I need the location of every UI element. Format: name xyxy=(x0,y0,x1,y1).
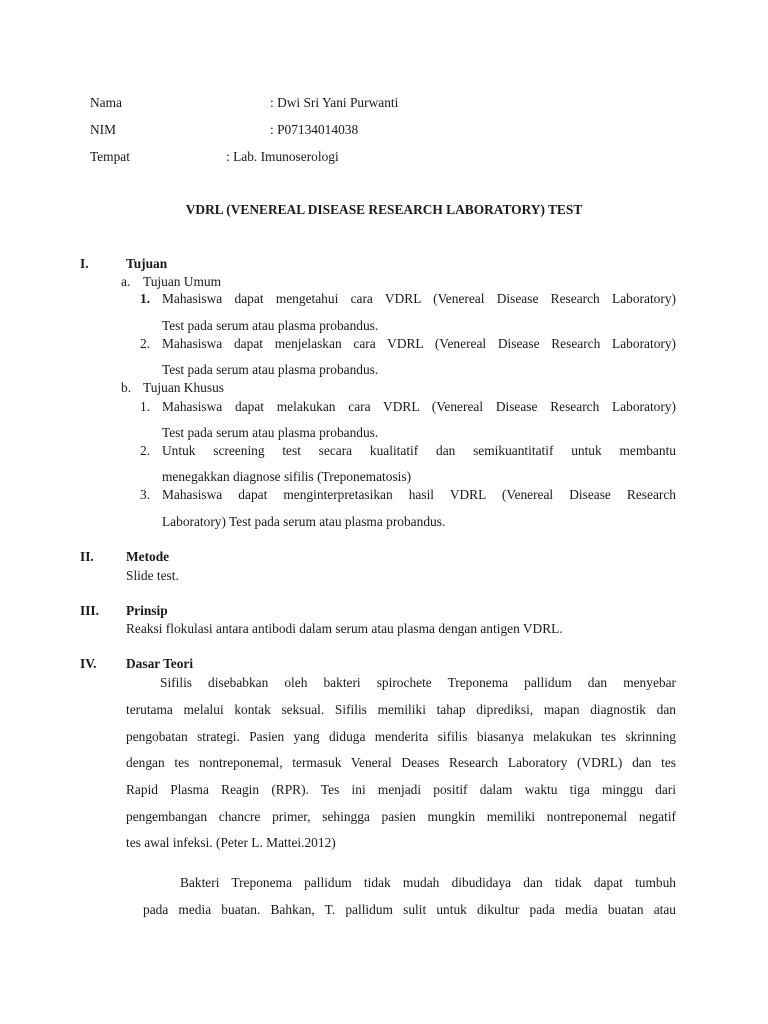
khusus-item-2-number: 2. xyxy=(140,443,151,458)
khusus-item-1-line2: Test pada serum atau plasma probandus. xyxy=(162,425,379,440)
theory-p1-line-5: Rapid Plasma Reagin (RPR). Tes ini menjadi positif dalam waktu tiga minggu dari xyxy=(126,782,676,797)
khusus-item-1-number: 1. xyxy=(140,399,151,414)
umum-item-2-number: 2. xyxy=(140,336,151,351)
theory-p1-line-3: pengobatan strategi. Pasien yang diduga menderita sifilis biasanya melakukan tes skrinning xyxy=(126,729,676,744)
section-heading-dasar-teori: Dasar Teori xyxy=(126,656,194,671)
khusus-item-3-line2: Laboratory) Test pada serum atau plasma probandus. xyxy=(162,514,446,529)
section-heading-metode: Metode xyxy=(126,549,170,564)
section-numeral-dasar-teori: IV. xyxy=(80,656,97,671)
umum-item-2-line2: Test pada serum atau plasma probandus. xyxy=(162,362,379,377)
umum-item-2-line1: Mahasiswa dapat menjelaskan cara VDRL (Venereal Disease Research Laboratory) xyxy=(162,336,676,351)
umum-item-1-line1: Mahasiswa dapat mengetahui cara VDRL (Venereal Disease Research Laboratory) xyxy=(162,291,676,306)
theory-p1-line-7: tes awal infeksi. (Peter L. Mattei.2012) xyxy=(126,835,336,850)
section-numeral-prinsip: III. xyxy=(80,603,99,618)
theory-p1-line-4: dengan tes nontreponemal, termasuk Veneral Deases Research Laboratory (VDRL) dan tes xyxy=(126,755,676,770)
umum-item-1-number: 1. xyxy=(140,291,151,306)
section-numeral-tujuan: I. xyxy=(80,256,89,271)
prinsip-text: Reaksi flokulasi antara antibodi dalam serum atau plasma dengan antigen VDRL. xyxy=(126,621,563,636)
theory-p2-line-2: pada media buatan. Bahkan, T. pallidum sulit untuk dikultur pada media buatan atau xyxy=(143,902,676,917)
umum-item-1-line2: Test pada serum atau plasma probandus. xyxy=(162,318,379,333)
tujuan-khusus-label: Tujuan Khusus xyxy=(143,380,224,395)
theory-p2-line-1: Bakteri Treponema pallidum tidak mudah dibudidaya dan tidak dapat tumbuh xyxy=(180,875,676,890)
place-value: : Lab. Imunoserologi xyxy=(226,149,339,164)
section-numeral-metode: II. xyxy=(80,549,94,564)
khusus-item-1-line1: Mahasiswa dapat melakukan cara VDRL (Venereal Disease Research Laboratory) xyxy=(162,399,676,414)
khusus-item-3-line1: Mahasiswa dapat menginterpretasikan hasil VDRL (Venereal Disease Research xyxy=(162,487,676,502)
place-label: Tempat xyxy=(90,149,130,164)
metode-text: Slide test. xyxy=(126,568,179,583)
tujuan-umum-marker: a. xyxy=(121,274,131,289)
tujuan-khusus-marker: b. xyxy=(121,380,132,395)
name-label: Nama xyxy=(90,95,122,110)
nim-value: : P07134014038 xyxy=(270,122,359,137)
name-value: : Dwi Sri Yani Purwanti xyxy=(270,95,399,110)
khusus-item-2-line2: menegakkan diagnose sifilis (Treponematosis) xyxy=(162,469,412,484)
section-heading-prinsip: Prinsip xyxy=(126,603,168,618)
nim-label: NIM xyxy=(90,122,117,137)
document-title: VDRL (VENEREAL DISEASE RESEARCH LABORATORY) TEST xyxy=(185,202,583,217)
tujuan-umum-label: Tujuan Umum xyxy=(143,274,222,289)
theory-p1-line-1: Sifilis disebabkan oleh bakteri spirochete Treponema pallidum dan menyebar xyxy=(160,675,676,690)
theory-p1-line-2: terutama melalui kontak seksual. Sifilis memiliki tahap diprediksi, mapan diagnostik dan xyxy=(126,702,676,717)
theory-p1-line-6: pengembangan chancre primer, sehingga pasien mungkin memiliki nontreponemal negatif xyxy=(126,809,676,824)
khusus-item-3-number: 3. xyxy=(140,487,151,502)
section-heading-tujuan: Tujuan xyxy=(126,256,168,271)
khusus-item-2-line1: Untuk screening test secara kualitatif dan semikuantitatif untuk membantu xyxy=(162,443,676,458)
